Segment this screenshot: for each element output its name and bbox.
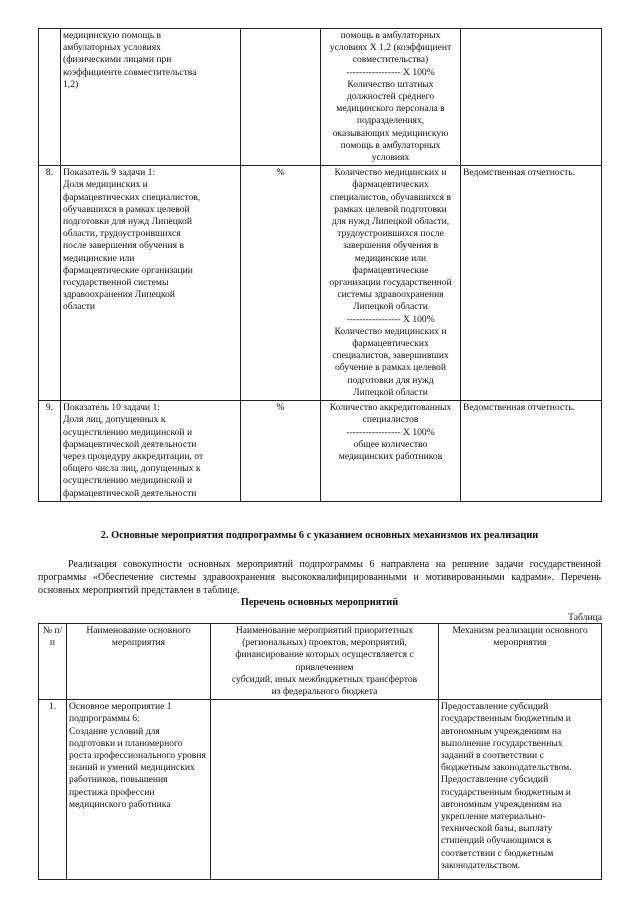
cell-line: мероприятия (493, 637, 547, 649)
indicator-num: 8. (39, 166, 61, 401)
cell-line: фармацевтических (352, 179, 429, 191)
indicator-num: 9. (39, 401, 61, 502)
measures-header-row (39, 624, 602, 700)
cell-line: Количество штатных (347, 78, 434, 90)
measures-list-title: Перечень основных мероприятий (240, 597, 399, 608)
cell-line: ----------------- Х 100% (346, 66, 435, 78)
cell-line: работников, повышения (69, 774, 168, 786)
cell-line: подпрограммы 6: (69, 713, 140, 725)
cell-line: рамках целевой подготовки (334, 203, 447, 215)
cell-line: помощь в амбулаторных (340, 30, 441, 41)
indicator-source: Ведомственная отчетность. (461, 166, 602, 401)
indicator-name (61, 166, 241, 401)
cell-line: Доля медицинских и (63, 179, 148, 191)
cell-line: (региональных) проектов, мероприятий, (242, 637, 407, 649)
cell-line: области (63, 301, 96, 313)
cell-line: Показатель 10 задачи 1: (63, 402, 160, 414)
cell-line: ----------------- Х 100% (346, 426, 435, 438)
cell-line: автономным учреждениям на (441, 798, 562, 810)
cell-line: совместительства) (352, 54, 429, 66)
cell-line: подразделениях, (356, 115, 425, 127)
section-title: 2. Основные мероприятия подпрограммы 6 с указанием основных механизмов их реализации (100, 530, 539, 541)
indicator-formula (321, 401, 461, 502)
cell-line: привлечением (295, 661, 354, 673)
cell-line: Липецкой области (353, 386, 428, 398)
cell-line: медицинскую помощь в (63, 30, 162, 41)
cell-line: фармацевтические организации (63, 264, 193, 276)
cell-line: медицинских работников (338, 450, 443, 462)
cell-line: Показатель 9 задачи 1: (63, 167, 156, 179)
cell-line: организации государственной (329, 277, 452, 289)
cell-line: выполнение государственных (441, 737, 563, 749)
cell-line: ----------------- Х 100% (346, 313, 435, 325)
measure-projects (211, 700, 439, 880)
cell-line: престижа профессии (69, 786, 155, 798)
cell-line: фармацевтические (352, 264, 429, 276)
table-label: Таблица (568, 612, 602, 623)
cell-line: здравоохранения Липецкой (63, 289, 175, 301)
cell-line: Количество медицинских и (334, 167, 447, 179)
cell-line: условиях Х 1,2 (коэффициент (329, 42, 452, 54)
cell-line: специалистов, завершивших (332, 350, 449, 362)
cell-line: осуществлению медицинской и (63, 426, 193, 438)
measures-table (38, 623, 602, 880)
indicator-formula (321, 29, 461, 166)
cell-line: знаний и умений медицинских (69, 762, 195, 774)
measure-name (67, 700, 211, 880)
cell-line: фармацевтической деятельности (63, 487, 197, 499)
cell-line: специалистов (362, 414, 419, 426)
cell-line: мероприятия (111, 637, 166, 649)
indicator-row (39, 401, 602, 502)
cell-line: бюджетным законодательством. (441, 762, 572, 774)
cell-line: должностей среднего (346, 91, 435, 103)
cell-line: Создание условий для (69, 725, 160, 737)
cell-line: финансирование которых осуществляется с (235, 649, 414, 661)
cell-line: Предоставление субсидий (441, 701, 549, 713)
cell-line: медицинские или (63, 252, 135, 264)
cell-line: медицинского персонала в (336, 103, 445, 115)
cell-line: укрепление материально- (441, 811, 546, 823)
cell-line: для нужд Липецкой области, (331, 216, 450, 228)
cell-line: подготовки и планомерного (69, 737, 183, 749)
cell-line: оказывающих медицинскую (332, 127, 449, 139)
cell-line: медицинского работника (69, 798, 171, 810)
cell-line: государственной системы (63, 277, 169, 289)
indicator-source: Ведомственная отчетность. (461, 401, 602, 502)
cell-line: завершения обучения в (342, 240, 439, 252)
cell-line: Механизм реализации основного (452, 625, 588, 636)
cell-line: Доля лиц, допущенных к (63, 414, 166, 426)
cell-line: субсидий, иных межбюджетных трансфертов (231, 673, 418, 685)
cell-line: Основное мероприятие 1 (69, 701, 172, 713)
cell-line: Липецкой области (353, 301, 428, 313)
cell-line: подготовки для нужд (347, 374, 434, 386)
indicator-name (61, 29, 241, 166)
indicator-name (61, 401, 241, 502)
indicator-unit (241, 29, 321, 166)
cell-line: роста профессионального уровня (69, 750, 206, 762)
header-projects (211, 624, 439, 700)
cell-line: государственным бюджетным и (441, 713, 571, 725)
cell-line: трудоустроившихся после (337, 228, 444, 240)
cell-line: фармацевтической деятельности (63, 438, 197, 450)
cell-line: специалистов, обучавшихся в (330, 191, 451, 203)
header-num: № п/п (39, 624, 67, 700)
cell-line: через процедуру аккредитации, от (63, 450, 204, 462)
measure-num: 1. (39, 700, 67, 880)
cell-line: стипендий обучающимся в (441, 835, 552, 847)
header-name (67, 624, 211, 700)
cell-line: из федерального бюджета (271, 686, 378, 698)
cell-line: фармацевтических специалистов, (63, 191, 201, 203)
cell-line: подготовки для нужд Липецкой (63, 216, 192, 228)
section-paragraph: Реализация совокупности основных мероприятий подпрограммы 6 направлена на решение задачи государственной программы «Обеспечение системы здравоохранения высококвалифицированными и мотивированными кадрами». Перечень основных мероприятий представлен в таблице. (38, 559, 601, 596)
cell-line: Наименование мероприятий приоритетных (235, 625, 414, 636)
indicator-unit: % (241, 166, 321, 401)
cell-line: технической базы, выплату (441, 823, 553, 835)
cell-line: автономным учреждениям на (441, 725, 562, 737)
cell-line: общее количество (353, 438, 428, 450)
indicator-num (39, 29, 61, 166)
cell-line: условиях (371, 152, 410, 164)
cell-line: соответствии с бюджетным (441, 847, 554, 859)
cell-line: (физическими лицами при (63, 54, 172, 66)
cell-line: Количество медицинских и (334, 325, 447, 337)
cell-line: Предоставление субсидий (441, 774, 549, 786)
cell-line: медицинские или (354, 252, 427, 264)
indicator-row (39, 166, 602, 401)
cell-line: после завершения обучения в (63, 240, 184, 252)
cell-line: Наименование основного (86, 625, 191, 636)
cell-line: области, трудоустроившихся (63, 228, 181, 240)
cell-line: заданий в соответствии с (441, 750, 544, 762)
cell-line: Количество аккредитованных (329, 402, 452, 414)
indicators-table (38, 28, 602, 502)
cell-line: коэффициенте совместительства (63, 66, 197, 78)
measure-mechanism (439, 700, 602, 880)
cell-line: осуществлению медицинской и (63, 475, 193, 487)
header-mechanism (439, 624, 602, 700)
indicator-unit: % (241, 401, 321, 502)
cell-line: обучавшихся в рамках целевой (63, 203, 190, 215)
cell-line: общего числа лиц, допущенных к (63, 463, 201, 475)
cell-line: системы здравоохранения (337, 289, 444, 301)
cell-line: государственным бюджетным и (441, 786, 571, 798)
cell-line: амбулаторных условиях (63, 42, 161, 54)
indicator-source (461, 29, 602, 166)
cell-line: фармацевтических (352, 338, 429, 350)
indicator-row (39, 29, 602, 166)
measure-row (39, 700, 602, 880)
indicator-formula (321, 166, 461, 401)
cell-line: законодательством. (441, 859, 521, 871)
cell-line: помощь в амбулаторных (340, 139, 441, 151)
cell-line: обучение в рамках целевой (335, 362, 446, 374)
cell-line: 1,2) (63, 78, 79, 90)
